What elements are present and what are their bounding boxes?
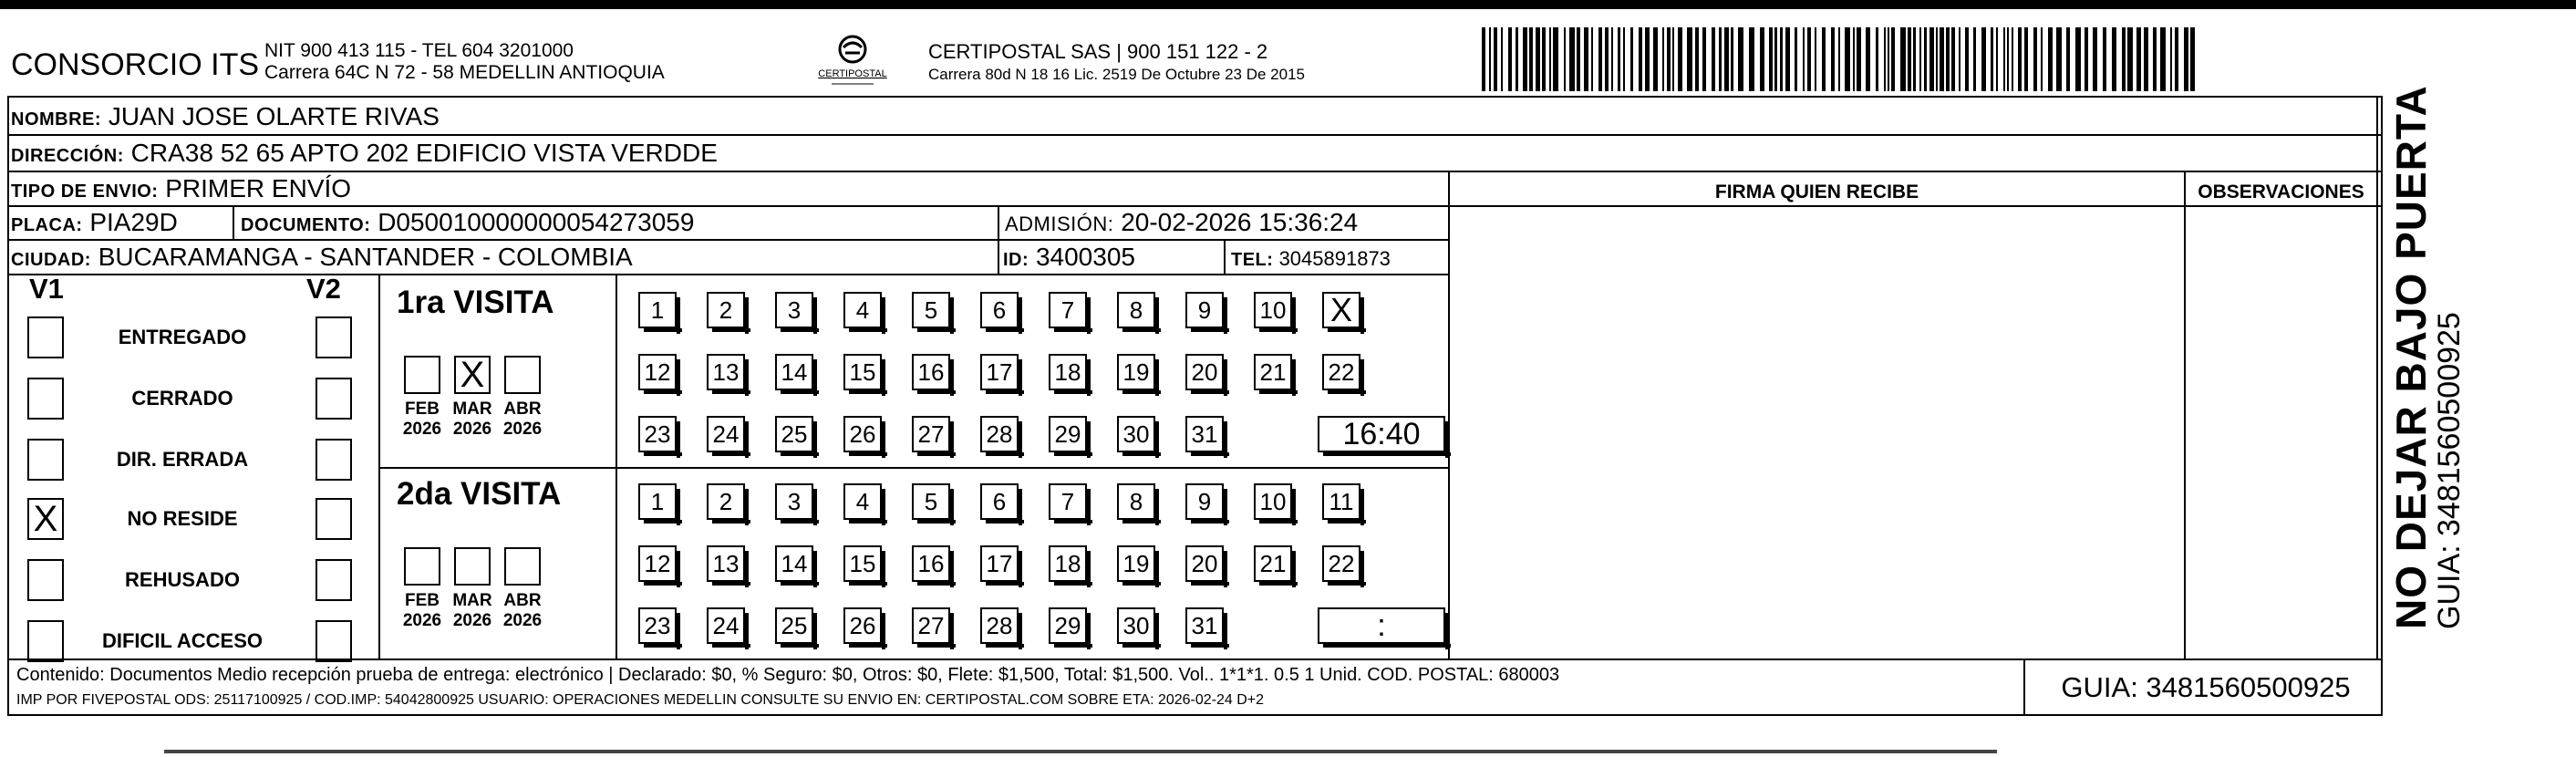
visit2-day-22: 22 bbox=[1322, 545, 1360, 582]
visit1-day-6: 6 bbox=[980, 292, 1019, 328]
tel-value: 3045891873 bbox=[1278, 247, 1391, 270]
barcode-bar bbox=[2103, 27, 2106, 91]
v2-checkbox-0 bbox=[316, 316, 352, 358]
barcode-bar bbox=[1618, 27, 1620, 91]
barcode-bar bbox=[1605, 27, 1609, 91]
barcode-bar bbox=[2093, 27, 2097, 91]
visit1-day-25: 25 bbox=[775, 416, 813, 452]
side-guia-text: GUIA: 3481560500925 bbox=[2432, 312, 2467, 629]
visit2-month-year-0: 2026 bbox=[402, 611, 442, 630]
visit1-day-13: 13 bbox=[707, 354, 745, 390]
visit1-day-24: 24 bbox=[707, 416, 745, 452]
visit1-day-2: 2 bbox=[707, 292, 745, 328]
id-label: ID: bbox=[1003, 250, 1029, 270]
visit2-day-23: 23 bbox=[638, 607, 677, 644]
barcode-bar bbox=[1724, 27, 1729, 91]
barcode-bar bbox=[1695, 27, 1699, 91]
barcode-bar bbox=[2007, 27, 2009, 91]
barcode-bar bbox=[2041, 27, 2043, 91]
tel-label: TEL: bbox=[1231, 250, 1274, 270]
barcode-bar bbox=[1508, 27, 1512, 91]
barcode-bar bbox=[2012, 27, 2013, 91]
visit2-month-box-1 bbox=[454, 547, 491, 586]
tipo-envio-value: PRIMER ENVÍO bbox=[165, 174, 352, 202]
barcode-bar bbox=[2056, 27, 2062, 91]
status-label-4: REHUSADO bbox=[125, 568, 240, 591]
ciudad-label: CIUDAD: bbox=[11, 250, 91, 270]
barcode-bar bbox=[1991, 27, 1993, 91]
admision-label: ADMISIÓN: bbox=[1005, 213, 1114, 235]
visit2-day-2: 2 bbox=[707, 483, 745, 520]
contenido-text: Contenido: Documentos Medio recepción prueba de entrega: electrónico | Declarado: $0, % Seguro: $0, Otros: $0, Flete: $1,500, Total: $1,500. Vol.. 1*1*1. 0.5 1 Unid. COD. POSTAL: 680003 bbox=[16, 665, 1560, 685]
barcode-bar bbox=[1564, 27, 1566, 91]
visit1-month-label-1: MAR bbox=[452, 399, 492, 419]
visit1-day-4: 4 bbox=[843, 292, 882, 328]
visit1-day-17: 17 bbox=[980, 354, 1019, 390]
barcode-bar bbox=[2136, 27, 2141, 91]
barcode-bar bbox=[1529, 27, 1533, 91]
visit1-month-year-1: 2026 bbox=[452, 420, 492, 439]
visit2-month-label-1: MAR bbox=[452, 591, 492, 610]
visit2-month-box-0 bbox=[404, 547, 440, 586]
visit1-month-box-2 bbox=[504, 356, 541, 394]
documento-label: DOCUMENTO: bbox=[241, 215, 371, 235]
barcode-bar bbox=[1888, 27, 1889, 91]
visit2-day-15: 15 bbox=[843, 545, 882, 582]
visit1-day-1: 1 bbox=[638, 292, 677, 328]
visit1-day-28: 28 bbox=[980, 416, 1019, 452]
visit2-day-24: 24 bbox=[707, 607, 745, 644]
v2-checkbox-5 bbox=[316, 620, 352, 662]
visit1-title: 1ra VISITA bbox=[397, 285, 554, 320]
barcode-bar bbox=[1946, 27, 1950, 91]
ciudad-value: BUCARAMANGA - SANTANDER - COLOMBIA bbox=[98, 243, 633, 271]
barcode-bar bbox=[1853, 27, 1855, 91]
top-border bbox=[0, 0, 2576, 9]
visit1-day-8: 8 bbox=[1117, 292, 1155, 328]
documento-value: D050010000000054273059 bbox=[378, 208, 695, 236]
visit1-month-label-2: ABR bbox=[503, 399, 542, 419]
barcode-bar bbox=[1630, 27, 1633, 91]
certipostal-line: CERTIPOSTAL SAS | 900 151 122 - 2 bbox=[928, 40, 1268, 63]
barcode-bar bbox=[1731, 27, 1733, 91]
tipo-envio-field bbox=[11, 175, 351, 205]
barcode-bar bbox=[1577, 27, 1580, 91]
barcode-bar bbox=[1569, 27, 1575, 91]
side-notice bbox=[2389, 64, 2466, 629]
barcode-bar bbox=[1584, 27, 1588, 91]
visit1-month-box-0 bbox=[404, 356, 440, 394]
direccion-label: DIRECCIÓN: bbox=[11, 146, 124, 166]
barcode-bar bbox=[1913, 27, 1916, 91]
observaciones-header: OBSERVACIONES bbox=[2198, 181, 2364, 202]
v2-header: V2 bbox=[306, 273, 341, 305]
barcode-bar bbox=[1973, 27, 1976, 91]
visit2-month-label-2: ABR bbox=[503, 591, 542, 610]
barcode-bar bbox=[1611, 27, 1613, 91]
visit2-title: 2da VISITA bbox=[397, 476, 562, 512]
ciudad-field bbox=[11, 244, 633, 274]
visit1-day-12: 12 bbox=[638, 354, 677, 390]
documento-field bbox=[241, 209, 694, 239]
barcode-bar bbox=[1678, 27, 1682, 91]
barcode-bar bbox=[2122, 27, 2126, 91]
barcode-bar bbox=[1838, 27, 1840, 91]
visit2-day-16: 16 bbox=[912, 545, 950, 582]
v2-checkbox-4 bbox=[316, 559, 352, 601]
visit2-day-7: 7 bbox=[1049, 483, 1087, 520]
visit2-day-29: 29 bbox=[1049, 607, 1087, 644]
barcode-bar bbox=[1845, 27, 1850, 91]
visit1-day-16: 16 bbox=[912, 354, 950, 390]
bottom-line bbox=[164, 750, 1997, 753]
visit1-day-26: 26 bbox=[843, 416, 882, 452]
barcode-bar bbox=[2066, 27, 2070, 91]
barcode-bar bbox=[2003, 27, 2005, 91]
status-label-2: DIR. ERRADA bbox=[116, 448, 249, 471]
visit2-day-12: 12 bbox=[638, 545, 677, 582]
visit1-day-29: 29 bbox=[1049, 416, 1087, 452]
barcode-bar bbox=[1482, 27, 1485, 91]
visit1-day-7: 7 bbox=[1049, 292, 1087, 328]
visit2-day-25: 25 bbox=[775, 607, 813, 644]
visit2-month-year-1: 2026 bbox=[452, 611, 492, 630]
v2-checkbox-3 bbox=[316, 498, 352, 540]
visit2-day-17: 17 bbox=[980, 545, 1019, 582]
barcode-bar bbox=[1996, 27, 1998, 91]
barcode-bar bbox=[1667, 27, 1671, 91]
visit2-day-11: 11 bbox=[1322, 483, 1360, 520]
barcode-bar bbox=[1780, 27, 1783, 91]
status-label-3: NO RESIDE bbox=[127, 507, 238, 530]
visit2-day-10: 10 bbox=[1254, 483, 1292, 520]
barcode-bar bbox=[1774, 27, 1777, 91]
barcode-bar bbox=[1900, 27, 1906, 91]
barcode bbox=[1482, 27, 2202, 91]
barcode-bar bbox=[2160, 27, 2166, 91]
barcode-bar bbox=[2127, 27, 2133, 91]
barcode-bar bbox=[1929, 27, 1934, 91]
barcode-bar bbox=[2018, 27, 2022, 91]
tel-field bbox=[1231, 245, 1391, 274]
visit1-month-year-2: 2026 bbox=[502, 420, 543, 439]
visit1-day-19: 19 bbox=[1117, 354, 1155, 390]
visit2-month-year-2: 2026 bbox=[502, 611, 543, 630]
v2-checkbox-1 bbox=[316, 378, 352, 420]
placa-value: PIA29D bbox=[89, 208, 178, 236]
barcode-bar bbox=[2170, 27, 2172, 91]
visit1-day-3: 3 bbox=[775, 292, 813, 328]
visit1-day-20: 20 bbox=[1185, 354, 1224, 390]
company-name: CONSORCIO ITS bbox=[11, 47, 260, 82]
barcode-bar bbox=[1795, 27, 1797, 91]
barcode-bar bbox=[2024, 27, 2028, 91]
barcode-bar bbox=[1807, 27, 1811, 91]
admision-value: 20-02-2026 15:36:24 bbox=[1121, 208, 1359, 236]
barcode-bar bbox=[1516, 27, 1518, 91]
id-field bbox=[1003, 244, 1135, 274]
guia-box: GUIA: 3481560500925 bbox=[2023, 658, 2386, 716]
barcode-bar bbox=[1702, 27, 1706, 91]
visit2-day-13: 13 bbox=[707, 545, 745, 582]
visit2-day-6: 6 bbox=[980, 483, 1019, 520]
barcode-bar bbox=[1965, 27, 1969, 91]
status-label-5: DIFICIL ACCESO bbox=[101, 629, 263, 652]
barcode-bar bbox=[1687, 27, 1692, 91]
barcode-bar bbox=[2048, 27, 2053, 91]
visit1-day-9: 9 bbox=[1185, 292, 1224, 328]
visit1-month-label-0: FEB bbox=[405, 399, 440, 419]
visit1-day-21: 21 bbox=[1254, 354, 1292, 390]
visit1-day-23: 23 bbox=[638, 416, 677, 452]
admision-field bbox=[1005, 209, 1358, 238]
barcode-bar bbox=[1738, 27, 1743, 91]
visit1-day-5: 5 bbox=[912, 292, 950, 328]
barcode-bar bbox=[2190, 27, 2195, 91]
status-label-0: ENTREGADO bbox=[118, 326, 247, 348]
visit1-day-11: X bbox=[1322, 292, 1360, 328]
barcode-bar bbox=[1553, 27, 1558, 91]
status-label-1: CERRADO bbox=[131, 387, 233, 410]
barcode-bar bbox=[1598, 27, 1602, 91]
barcode-bar bbox=[1908, 27, 1911, 91]
barcode-bar bbox=[1936, 27, 1938, 91]
visit2-hour-box: : bbox=[1318, 607, 1445, 644]
nombre-field bbox=[11, 103, 440, 133]
visit2-day-18: 18 bbox=[1049, 545, 1087, 582]
nit-line: NIT 900 413 115 - TEL 604 3201000 bbox=[264, 40, 574, 61]
visit1-month-box-1: X bbox=[454, 356, 491, 394]
barcode-bar bbox=[1959, 27, 1960, 91]
barcode-bar bbox=[2033, 27, 2037, 91]
barcode-bar bbox=[1639, 27, 1642, 91]
barcode-bar bbox=[1785, 27, 1790, 91]
visit1-hour-box: 16:40 bbox=[1318, 416, 1445, 452]
barcode-bar bbox=[2144, 27, 2148, 91]
visit1-day-30: 30 bbox=[1117, 416, 1155, 452]
barcode-bar bbox=[1719, 27, 1722, 91]
visit2-day-28: 28 bbox=[980, 607, 1019, 644]
v1-checkbox-3: X bbox=[27, 498, 64, 540]
barcode-bar bbox=[1672, 27, 1674, 91]
barcode-bar bbox=[1523, 27, 1527, 91]
visit1-day-15: 15 bbox=[843, 354, 882, 390]
direccion-field bbox=[11, 140, 718, 170]
barcode-bar bbox=[1712, 27, 1715, 91]
barcode-bar bbox=[2085, 27, 2088, 91]
visit1-day-22: 22 bbox=[1322, 354, 1360, 390]
visit1-day-18: 18 bbox=[1049, 354, 1087, 390]
visit1-day-14: 14 bbox=[775, 354, 813, 390]
visit1-day-27: 27 bbox=[912, 416, 950, 452]
delivery-form bbox=[7, 96, 2383, 716]
barcode-bar bbox=[1951, 27, 1955, 91]
nombre-value: JUAN JOSE OLARTE RIVAS bbox=[108, 102, 440, 130]
barcode-bar bbox=[2112, 27, 2116, 91]
barcode-bar bbox=[1981, 27, 1986, 91]
barcode-bar bbox=[1489, 27, 1491, 91]
visit2-day-4: 4 bbox=[843, 483, 882, 520]
visit2-day-21: 21 bbox=[1254, 545, 1292, 582]
visit2-day-5: 5 bbox=[912, 483, 950, 520]
visit1-month-year-0: 2026 bbox=[402, 420, 442, 439]
visit1-day-31: 31 bbox=[1185, 416, 1224, 452]
visit2-day-8: 8 bbox=[1117, 483, 1155, 520]
visit2-month-label-0: FEB bbox=[405, 591, 440, 610]
barcode-bar bbox=[1760, 27, 1764, 91]
barcode-bar bbox=[1857, 27, 1861, 91]
placa-label: PLACA: bbox=[11, 215, 83, 235]
barcode-bar bbox=[1549, 27, 1551, 91]
visit2-day-1: 1 bbox=[638, 483, 677, 520]
barcode-bar bbox=[1501, 27, 1503, 91]
company-info bbox=[264, 40, 665, 84]
barcode-bar bbox=[1924, 27, 1927, 91]
visit1-day-10: 10 bbox=[1254, 292, 1292, 328]
barcode-bar bbox=[1876, 27, 1878, 91]
visit2-day-20: 20 bbox=[1185, 545, 1224, 582]
barcode-bar bbox=[1494, 27, 1497, 91]
visit2-month-box-2 bbox=[504, 547, 541, 586]
barcode-bar bbox=[2184, 27, 2188, 91]
barcode-bar bbox=[1815, 27, 1816, 91]
tipo-envio-label: TIPO DE ENVIO: bbox=[11, 181, 159, 202]
visit2-day-31: 31 bbox=[1185, 607, 1224, 644]
barcode-bar bbox=[1623, 27, 1625, 91]
visit2-day-3: 3 bbox=[775, 483, 813, 520]
certipostal-address: Carrera 80d N 18 16 Lic. 2519 De Octubre 23 De 2015 bbox=[928, 66, 1305, 83]
barcode-bar bbox=[1769, 27, 1773, 91]
direccion-value: CRA38 52 65 APTO 202 EDIFICIO VISTA VERDDE bbox=[130, 139, 718, 167]
v2-checkbox-2 bbox=[316, 439, 352, 481]
barcode-bar bbox=[1831, 27, 1835, 91]
barcode-bar bbox=[1749, 27, 1754, 91]
certipostal-info bbox=[928, 40, 1305, 86]
barcode-bar bbox=[1542, 27, 1546, 91]
visit2-day-9: 9 bbox=[1185, 483, 1224, 520]
visit2-day-30: 30 bbox=[1117, 607, 1155, 644]
nombre-label: NOMBRE: bbox=[11, 109, 102, 130]
visit2-day-26: 26 bbox=[843, 607, 882, 644]
no-dejar-text: NO DEJAR BAJO PUERTA bbox=[2387, 85, 2435, 629]
id-value: 3400305 bbox=[1035, 243, 1135, 271]
barcode-bar bbox=[2153, 27, 2157, 91]
barcode-bar bbox=[1866, 27, 1870, 91]
firma-header: FIRMA QUIEN RECIBE bbox=[1714, 181, 1919, 202]
barcode-bar bbox=[1803, 27, 1805, 91]
barcode-bar bbox=[1645, 27, 1650, 91]
barcode-bar bbox=[1822, 27, 1826, 91]
barcode-bar bbox=[1884, 27, 1886, 91]
visit2-day-14: 14 bbox=[775, 545, 813, 582]
barcode-bar bbox=[1940, 27, 1944, 91]
imp-text: IMP POR FIVEPOSTAL ODS: 25117100925 / COD.IMP: 54042800925 USUARIO: OPERACIONES MEDELLIN CONSULTE SU ENVIO EN: CERTIPOSTAL.COM SOBRE ETA: 2026-02-24 D+2 bbox=[16, 692, 1265, 708]
v1-header: V1 bbox=[29, 273, 64, 305]
barcode-bar bbox=[1919, 27, 1921, 91]
visit2-day-19: 19 bbox=[1117, 545, 1155, 582]
barcode-bar bbox=[1891, 27, 1895, 91]
barcode-bar bbox=[2175, 27, 2178, 91]
logo-text: CERTIPOSTAL bbox=[818, 68, 887, 79]
barcode-bar bbox=[1591, 27, 1593, 91]
company-address: Carrera 64C N 72 - 58 MEDELLIN ANTIOQUIA bbox=[264, 62, 665, 83]
certipostal-logo bbox=[802, 33, 903, 97]
barcode-bar bbox=[1536, 27, 1540, 91]
barcode-bar bbox=[1653, 27, 1658, 91]
visit2-day-27: 27 bbox=[912, 607, 950, 644]
barcode-bar bbox=[1662, 27, 1664, 91]
placa-field bbox=[11, 209, 178, 239]
barcode-bar bbox=[2075, 27, 2081, 91]
